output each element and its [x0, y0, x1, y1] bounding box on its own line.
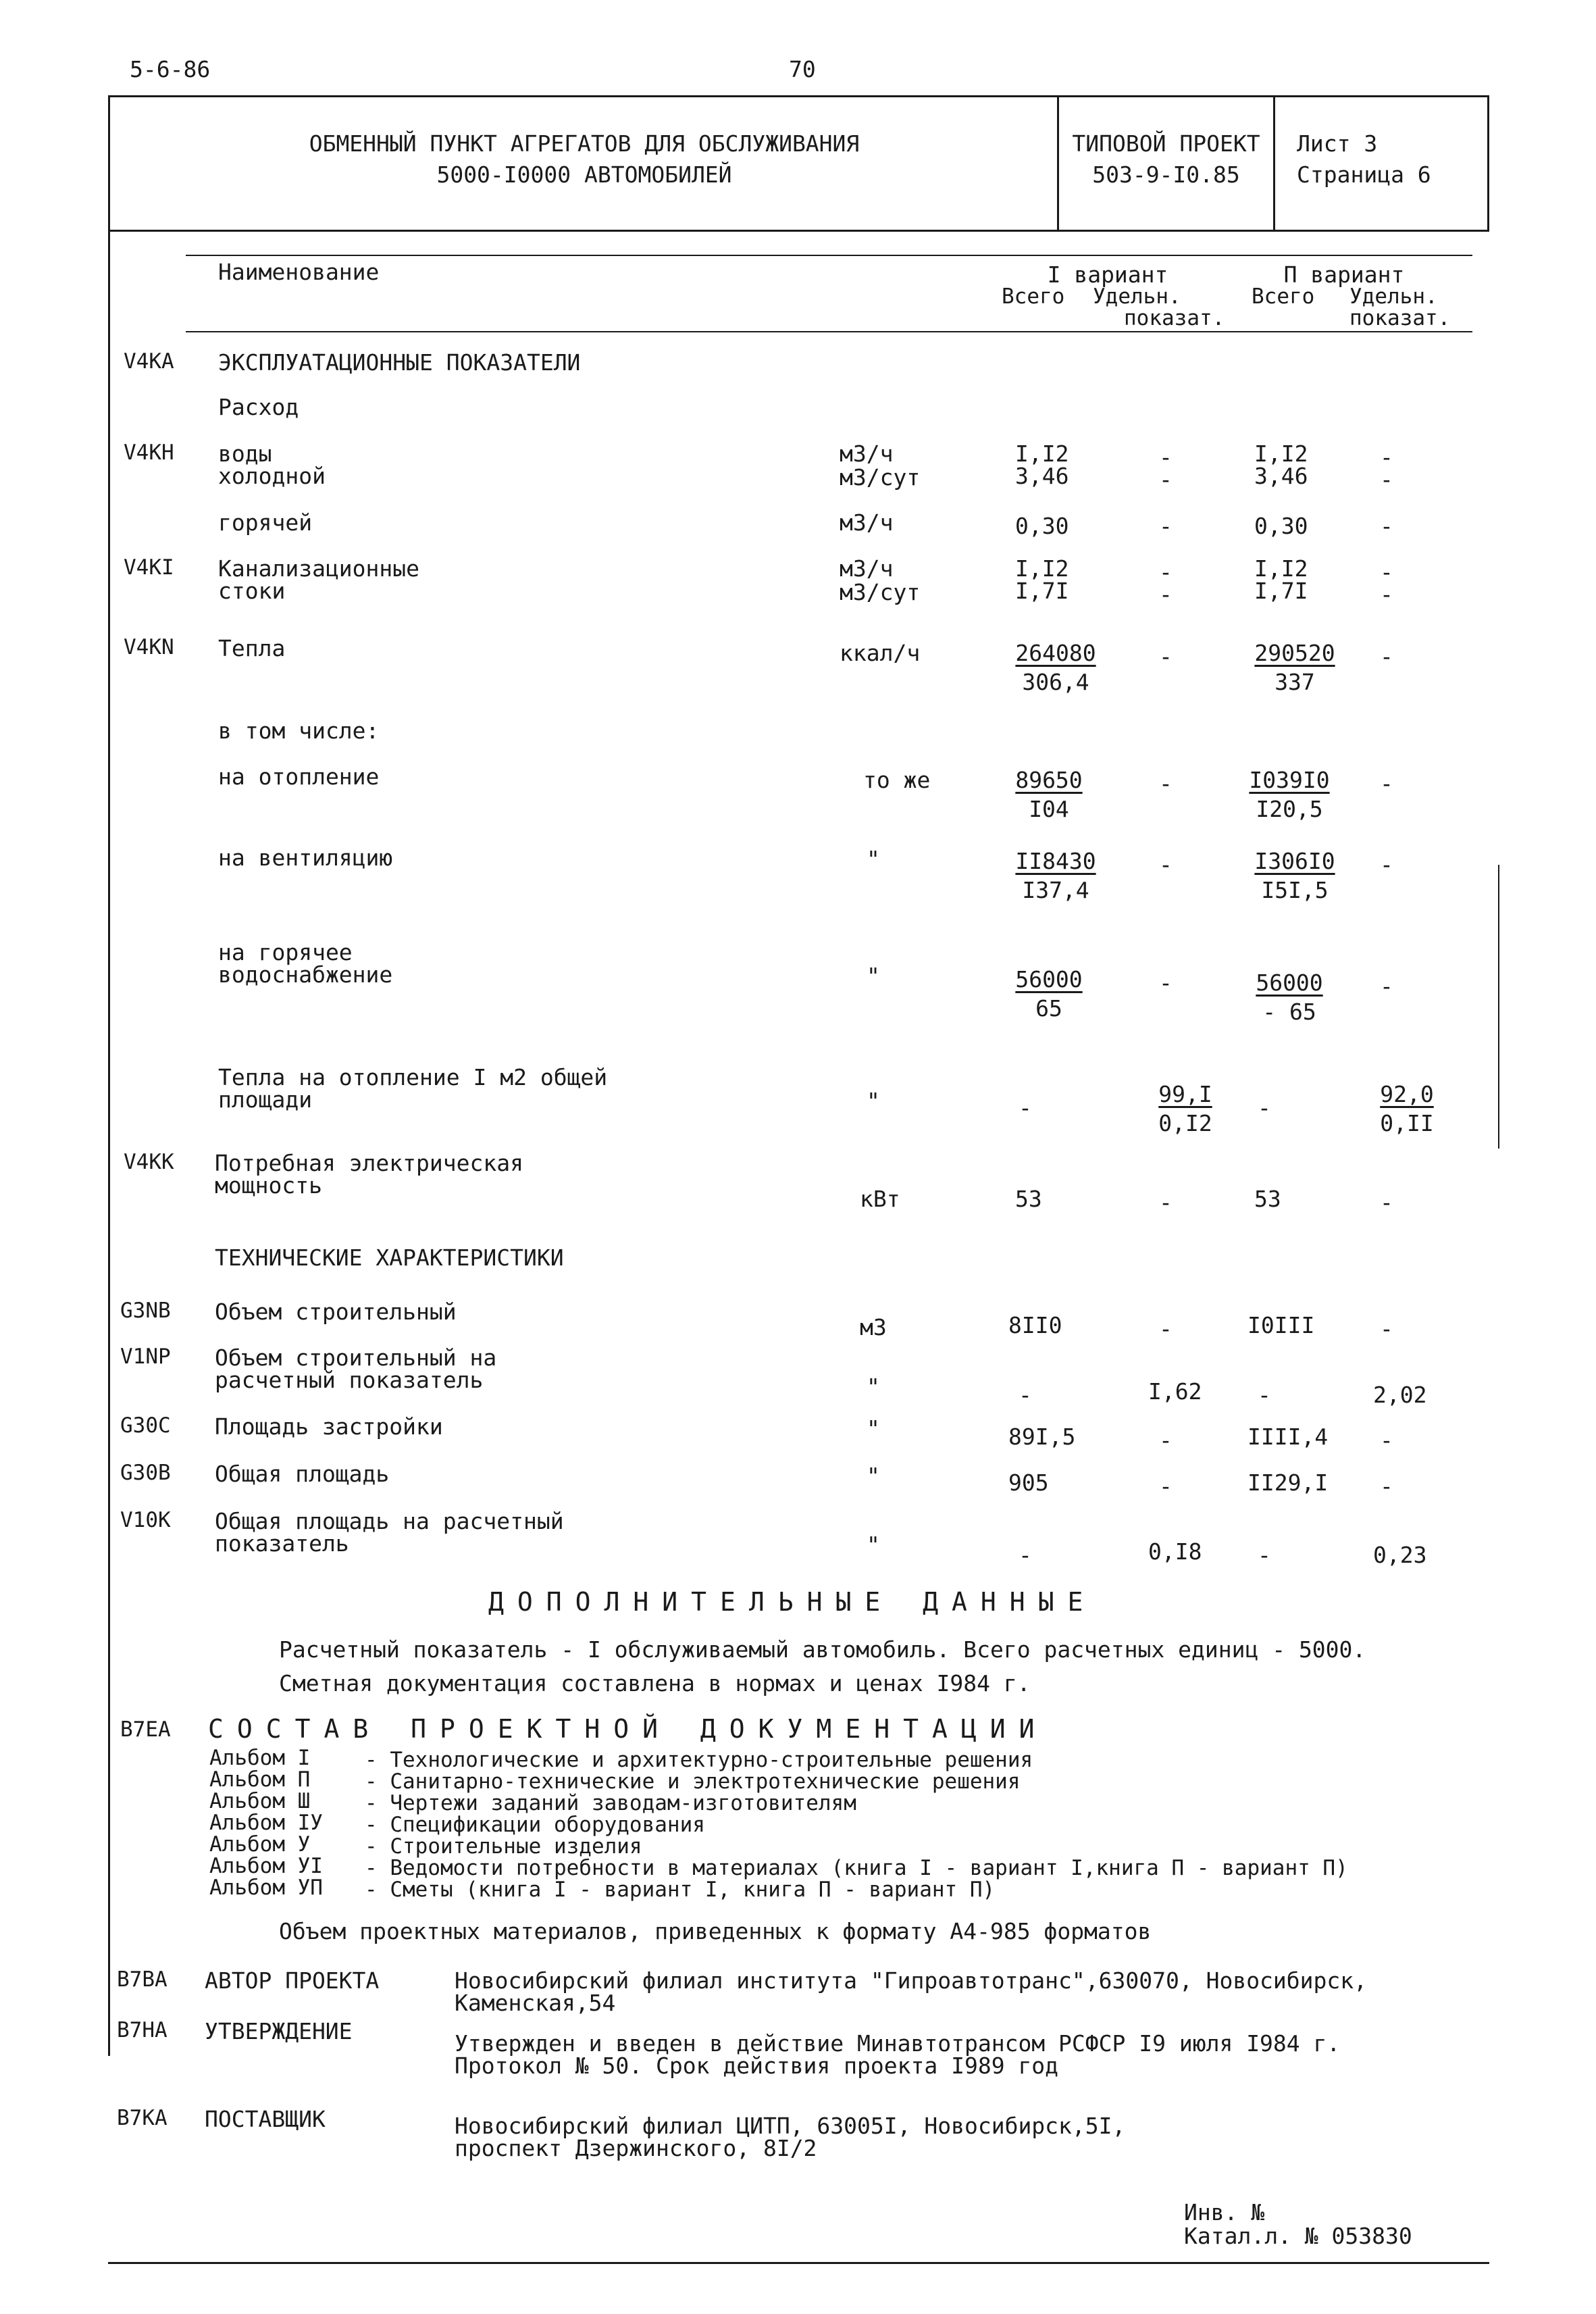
sewer-unit-2: м3/сут	[840, 579, 921, 605]
hotw-label-2: водоснабжение	[218, 961, 393, 988]
heatm2-s2-fraction	[1363, 1083, 1451, 1134]
heatm2-unit: "	[867, 1088, 880, 1114]
supplier-label: ПОСТАВЩИК	[205, 2106, 326, 2132]
heating-v1-denominator: I04	[1029, 796, 1069, 822]
heating-v2-fraction	[1239, 769, 1340, 820]
hotw-s1: -	[1159, 970, 1173, 996]
heating-v1-numerator: 89650	[1015, 767, 1083, 793]
heating-v2-numerator: I039I0	[1249, 767, 1330, 793]
heat-label: Тепла	[218, 635, 286, 661]
sewer-unit-1: м3/ч	[840, 555, 894, 582]
album-1-name: Альбом I	[209, 1746, 311, 1770]
hotw-v2-fraction	[1239, 972, 1340, 1023]
variant1-total-header: Всего	[1002, 284, 1065, 309]
sewer-v2-1: I,I2	[1254, 555, 1308, 582]
code-v10k: V10K	[120, 1508, 171, 1532]
vent-s2: -	[1380, 851, 1393, 878]
right-margin-line	[1498, 865, 1499, 1149]
heatm2-label-2: площади	[218, 1086, 313, 1113]
variant2-header: П вариант	[1283, 261, 1405, 288]
hotw-v2-numerator: 56000	[1256, 970, 1323, 996]
vol-v1: 8II0	[1008, 1312, 1062, 1338]
code-b7ha: B7HA	[117, 2018, 168, 2042]
header-divider-2	[1273, 95, 1275, 230]
album-3-name: Альбом Ш	[209, 1789, 311, 1813]
heat-v1-fraction	[1005, 642, 1106, 693]
volume-note: Объем проектных материалов, приведенных к формату А4-985 форматов	[279, 1918, 1152, 1944]
heat-v2-fraction	[1244, 642, 1345, 693]
built-s2: -	[1380, 1427, 1393, 1453]
built-label: Площадь застройки	[215, 1413, 443, 1440]
vol-unit: м3	[860, 1314, 887, 1340]
water-unit-2: м3/сут	[840, 464, 921, 491]
sewer-s2-2: -	[1380, 581, 1393, 607]
hotw-v1-fraction	[998, 968, 1100, 1020]
water-s1-2: -	[1159, 466, 1173, 493]
built-unit: "	[867, 1415, 880, 1442]
additional-line-2: Сметная документация составлена в нормах и ценах I984 г.	[279, 1670, 1031, 1696]
heat-s1: -	[1159, 643, 1173, 670]
heatm2-s2-denominator: 0,II	[1380, 1110, 1434, 1136]
power-unit: кВт	[860, 1186, 900, 1212]
additional-line-1: Расчетный показатель - I обслуживаемый автомобиль. Всего расчетных единиц - 5000.	[279, 1636, 1366, 1663]
water-v1-1: I,I2	[1015, 441, 1069, 467]
album-5-name: Альбом У	[209, 1832, 311, 1857]
vent-v2-denominator: I5I,5	[1261, 877, 1329, 903]
heat-v1-denominator: 306,4	[1022, 669, 1089, 695]
expense-label: Расход	[218, 394, 299, 420]
sewer-s2-1: -	[1380, 559, 1393, 585]
document-title-line2: 5000-I0000 АВТОМОБИЛЕЙ	[436, 161, 732, 188]
header-divider-1	[1057, 95, 1059, 230]
vent-v1-fraction	[1005, 850, 1106, 901]
vent-v2-fraction	[1244, 850, 1345, 901]
hotw-label-1: на горячее	[218, 939, 353, 965]
heatm2-s1-numerator: 99,I	[1158, 1081, 1212, 1107]
variant1-specific-header-1: Удельн.	[1093, 284, 1181, 309]
including-label: в том числе:	[218, 718, 380, 744]
areap-unit: "	[867, 1532, 880, 1558]
code-g30b: G30B	[120, 1461, 171, 1485]
power-v1: 53	[1015, 1186, 1042, 1212]
project-type: ТИПОВОЙ ПРОЕКТ	[1072, 130, 1260, 157]
water-s2-1: -	[1380, 444, 1393, 470]
areap-s1: 0,I8	[1148, 1538, 1202, 1565]
vent-unit: "	[867, 846, 880, 872]
heat-s2: -	[1380, 643, 1393, 670]
vol-label: Объем строительный	[215, 1299, 457, 1325]
power-label-2: мощность	[215, 1172, 322, 1199]
hotw-unit: "	[867, 963, 880, 989]
variant1-header: I вариант	[1047, 261, 1168, 288]
volp-unit: "	[867, 1374, 880, 1400]
left-border	[108, 95, 110, 2056]
total-area-v1: 905	[1008, 1469, 1049, 1496]
total-area-s2: -	[1380, 1473, 1393, 1499]
composition-heading: СОСТАВ ПРОЕКТНОЙ ДОКУМЕНТАЦИИ	[208, 1714, 1048, 1744]
supplier-line-2: проспект Дзержинского, 8I/2	[455, 2135, 817, 2161]
hotw-v1-denominator: 65	[1035, 995, 1062, 1022]
table-header-rule	[186, 331, 1472, 332]
volp-s2: 2,02	[1373, 1382, 1427, 1408]
sewer-s1-2: -	[1159, 581, 1173, 607]
album-6-desc: - Ведомости потребности в материалах (книга I - вариант I,книга П - вариант П)	[365, 1856, 1348, 1880]
total-area-s1: -	[1159, 1473, 1173, 1499]
supplier-line-1: Новосибирский филиал ЦИТП, 63005I, Новосибирск,5I,	[455, 2113, 1126, 2139]
document-title-line1: ОБМЕННЫЙ ПУНКТ АГРЕГАТОВ ДЛЯ ОБСЛУЖИВАНИЯ	[309, 130, 860, 157]
vent-v2-numerator: I306I0	[1254, 848, 1335, 874]
variant2-total-header: Всего	[1252, 284, 1315, 309]
sewer-label-1: Канализационные	[218, 555, 420, 582]
author-label: АВТОР ПРОЕКТА	[205, 1967, 380, 1994]
author-line-1: Новосибирский филиал института "Гипроавтотранс",630070, Новосибирск,	[455, 1967, 1368, 1994]
heating-label: на отопление	[218, 763, 380, 790]
approval-line-2: Протокол № 50. Срок действия проекта I989 год	[455, 2053, 1059, 2079]
heatm2-label-1: Тепла на отопление I м2 общей	[218, 1064, 608, 1090]
heating-s1: -	[1159, 770, 1173, 797]
section-technical: ТЕХНИЧЕСКИЕ ХАРАКТЕРИСТИКИ	[215, 1244, 564, 1271]
code-v1np: V1NP	[120, 1344, 171, 1369]
heatm2-s1-fraction	[1141, 1083, 1229, 1134]
water-v2-2: 3,46	[1254, 463, 1308, 489]
volp-label-2: расчетный показатель	[215, 1367, 484, 1393]
album-2-name: Альбом П	[209, 1767, 311, 1792]
heatm2-s2-numerator: 92,0	[1380, 1081, 1434, 1107]
code-g3nb: G3NB	[120, 1299, 171, 1323]
volp-s1: I,62	[1148, 1378, 1202, 1405]
code-b7ea: B7EA	[120, 1717, 171, 1742]
hot-v1: 0,30	[1015, 513, 1069, 539]
album-2-desc: - Санитарно-технические и электротехнические решения	[365, 1769, 1021, 1794]
heat-v2-numerator: 290520	[1254, 640, 1335, 666]
heat-unit: ккал/ч	[840, 640, 921, 666]
water-v1-2: 3,46	[1015, 463, 1069, 489]
heatm2-v2: -	[1258, 1095, 1271, 1121]
power-s2: -	[1380, 1189, 1393, 1215]
built-v2: IIII,4	[1247, 1424, 1329, 1450]
total-area-label: Общая площадь	[215, 1461, 390, 1487]
section-exploitation: ЭКСПЛУАТАЦИОННЫЕ ПОКАЗАТЕЛИ	[218, 349, 581, 376]
variant2-specific-header-2: показат.	[1349, 306, 1451, 330]
total-area-v2: II29,I	[1247, 1469, 1329, 1496]
table-top-rule	[186, 255, 1472, 256]
water-label-2: холодной	[218, 463, 326, 489]
vent-v1-denominator: I37,4	[1022, 877, 1089, 903]
heating-s2: -	[1380, 770, 1393, 797]
column-name-header: Наименование	[218, 259, 380, 285]
areap-v2: -	[1258, 1542, 1271, 1568]
document-code: 5-6-86	[130, 56, 211, 82]
total-area-unit: "	[867, 1463, 880, 1489]
catalog-number: Катал.л. № 053830	[1184, 2223, 1412, 2249]
water-label-1: воды	[218, 441, 272, 467]
header-bottom-rule	[108, 230, 1489, 232]
album-1-desc: - Технологические и архитектурно-строительные решения	[365, 1748, 1033, 1772]
vent-s1: -	[1159, 851, 1173, 878]
built-v1: 89I,5	[1008, 1424, 1076, 1450]
hotw-v1-numerator: 56000	[1015, 966, 1083, 992]
bottom-rule	[108, 2262, 1489, 2264]
page-number: 70	[789, 56, 816, 82]
code-b7ka: B7KA	[117, 2106, 168, 2130]
code-v4kh: V4KH	[124, 441, 174, 465]
hotw-v2-denominator: - 65	[1262, 999, 1316, 1025]
code-g30c: G30C	[120, 1413, 171, 1438]
hot-v2: 0,30	[1254, 513, 1308, 539]
code-v4kk: V4KK	[124, 1150, 174, 1174]
code-v4ka: V4KA	[124, 349, 174, 374]
vol-v2: I0III	[1247, 1312, 1315, 1338]
header-top-rule	[108, 95, 1489, 97]
album-4-name: Альбом IУ	[209, 1811, 323, 1835]
album-3-desc: - Чертежи заданий заводам-изготовителям	[365, 1791, 856, 1815]
author-line-2: Каменская,54	[455, 1990, 616, 2016]
power-label-1: Потребная электрическая	[215, 1150, 523, 1176]
sewer-s1-1: -	[1159, 559, 1173, 585]
hot-s1: -	[1159, 513, 1173, 539]
hotw-s2: -	[1380, 973, 1393, 999]
vent-label: на вентиляцию	[218, 845, 393, 871]
code-b7ba: B7BA	[117, 1967, 168, 1992]
sewer-v1-1: I,I2	[1015, 555, 1069, 582]
hot-unit: м3/ч	[840, 509, 894, 536]
album-5-desc: - Строительные изделия	[365, 1834, 642, 1859]
water-unit-1: м3/ч	[840, 441, 894, 467]
album-4-desc: - Спецификации оборудования	[365, 1813, 705, 1837]
water-s2-2: -	[1380, 466, 1393, 493]
approval-line-1: Утвержден и введен в действие Минавтотрансом РСФСР I9 июля I984 г.	[455, 2030, 1341, 2057]
areap-v1: -	[1019, 1542, 1032, 1568]
built-s1: -	[1159, 1427, 1173, 1453]
sewer-v2-2: I,7I	[1254, 578, 1308, 604]
volp-v2: -	[1258, 1382, 1271, 1408]
page-label: Страница 6	[1297, 161, 1431, 188]
volp-v1: -	[1019, 1382, 1032, 1408]
sewer-v1-2: I,7I	[1015, 578, 1069, 604]
variant1-specific-header-2: показат.	[1124, 306, 1225, 330]
areap-label-1: Общая площадь на расчетный	[215, 1508, 564, 1534]
heating-v2-denominator: I20,5	[1256, 796, 1323, 822]
volp-label-1: Объем строительный на	[215, 1344, 497, 1371]
hot-s2: -	[1380, 513, 1393, 539]
album-7-name: Альбом УП	[209, 1876, 323, 1900]
header-right-border	[1487, 95, 1489, 230]
heating-unit: то же	[863, 767, 931, 793]
heat-v1-numerator: 264080	[1015, 640, 1096, 666]
power-v2: 53	[1254, 1186, 1281, 1212]
vol-s2: -	[1380, 1315, 1393, 1342]
inventory-label: Инв. №	[1184, 2199, 1265, 2225]
hot-label: горячей	[218, 509, 313, 536]
heatm2-v1: -	[1019, 1095, 1032, 1121]
heatm2-s1-denominator: 0,I2	[1158, 1110, 1212, 1136]
areap-label-2: показатель	[215, 1530, 349, 1557]
sheet-number: Лист 3	[1297, 130, 1378, 157]
heating-v1-fraction	[998, 769, 1100, 820]
album-7-desc: - Сметы (книга I - вариант I, книга П - вариант П)	[365, 1878, 996, 1902]
power-s1: -	[1159, 1189, 1173, 1215]
code-v4kn: V4KN	[124, 635, 174, 659]
heat-v2-denominator: 337	[1275, 669, 1315, 695]
areap-s2: 0,23	[1373, 1542, 1427, 1568]
vent-v1-numerator: II8430	[1015, 848, 1096, 874]
sewer-label-2: стоки	[218, 578, 286, 604]
project-number: 503-9-I0.85	[1092, 161, 1240, 188]
vol-s1: -	[1159, 1315, 1173, 1342]
album-6-name: Альбом УI	[209, 1854, 323, 1878]
water-v2-1: I,I2	[1254, 441, 1308, 467]
water-s1-1: -	[1159, 444, 1173, 470]
code-v4ki: V4KI	[124, 555, 174, 580]
additional-data-heading: ДОПОЛНИТЕЛЬНЫЕ ДАННЫЕ	[488, 1587, 1097, 1617]
variant2-specific-header-1: Удельн.	[1349, 284, 1438, 309]
approval-label: УТВЕРЖДЕНИЕ	[205, 2018, 353, 2044]
